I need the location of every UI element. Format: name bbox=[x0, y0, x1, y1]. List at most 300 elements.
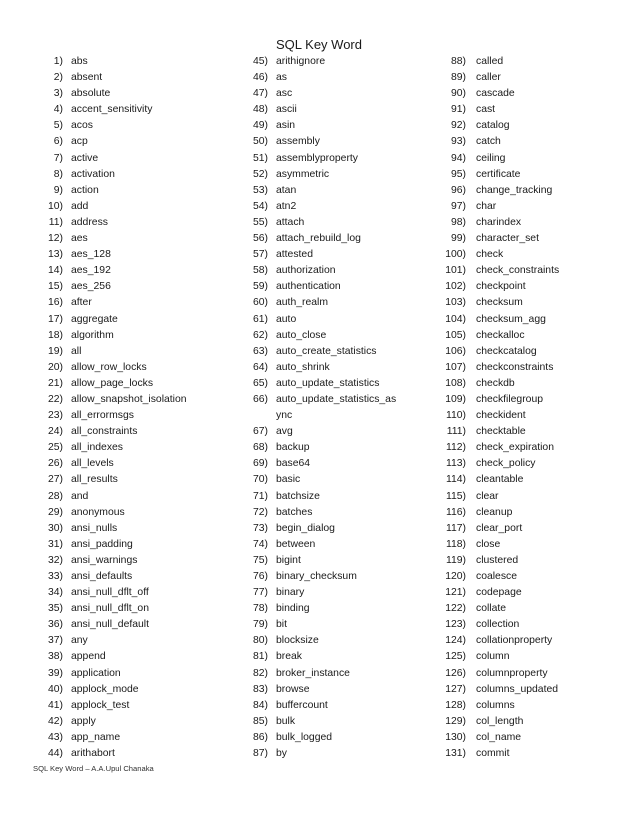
keyword-text: absolute bbox=[71, 88, 111, 100]
keyword-text: apply bbox=[71, 715, 96, 727]
keyword-text: cascade bbox=[476, 88, 515, 100]
list-item-number: 40) bbox=[47, 683, 63, 695]
list-item bbox=[425, 102, 559, 118]
list-item bbox=[231, 199, 396, 215]
keyword-text: acp bbox=[71, 136, 88, 148]
list-item-number: 69) bbox=[252, 458, 268, 470]
list-item-number: 64) bbox=[252, 361, 268, 373]
list-item bbox=[231, 360, 396, 376]
keyword-text: checkdb bbox=[476, 377, 515, 389]
list-item bbox=[231, 151, 396, 167]
list-item-number: 29) bbox=[47, 506, 63, 518]
list-item-number: 87) bbox=[252, 748, 268, 760]
list-item-number: 45) bbox=[252, 56, 268, 67]
list-item-number: 51) bbox=[252, 152, 268, 164]
list-item bbox=[425, 328, 559, 344]
keyword-text: allow_snapshot_isolation bbox=[71, 393, 187, 405]
keyword-text: attested bbox=[276, 249, 313, 261]
list-item bbox=[425, 472, 559, 488]
list-item bbox=[26, 199, 187, 215]
list-item-number: 68) bbox=[252, 442, 268, 454]
keyword-text: certificate bbox=[476, 168, 521, 180]
list-item bbox=[26, 489, 187, 505]
list-item-number: 122) bbox=[445, 603, 466, 615]
list-item-number: 62) bbox=[252, 329, 268, 341]
list-item bbox=[26, 472, 187, 488]
list-item-number: 59) bbox=[252, 281, 268, 293]
list-item-number: 75) bbox=[252, 554, 268, 566]
keyword-text: clustered bbox=[476, 554, 519, 566]
keyword-text: blocksize bbox=[276, 635, 319, 647]
list-item bbox=[425, 569, 559, 585]
list-item-number: 102) bbox=[445, 281, 466, 293]
list-item bbox=[231, 86, 396, 102]
list-item-number: 81) bbox=[252, 651, 268, 663]
list-item bbox=[231, 601, 396, 617]
list-item-number: 93) bbox=[450, 136, 466, 148]
keyword-text: catalog bbox=[476, 120, 510, 132]
list-item-number: 79) bbox=[252, 619, 268, 631]
list-item bbox=[26, 617, 187, 633]
list-item bbox=[231, 54, 396, 70]
keyword-text: bulk_logged bbox=[276, 731, 333, 743]
keyword-text: buffercount bbox=[276, 699, 328, 711]
list-item bbox=[425, 360, 559, 376]
keyword-text: aes_192 bbox=[71, 265, 111, 277]
list-item bbox=[231, 585, 396, 601]
keyword-text: checkident bbox=[476, 410, 526, 422]
keyword-text: add bbox=[71, 200, 89, 212]
list-item-number: 98) bbox=[450, 216, 466, 228]
list-item bbox=[231, 456, 396, 472]
list-item-number: 22) bbox=[47, 393, 63, 405]
list-item bbox=[231, 344, 396, 360]
list-item bbox=[425, 553, 559, 569]
list-item bbox=[425, 118, 559, 134]
list-item bbox=[26, 183, 187, 199]
keyword-text: bigint bbox=[276, 554, 301, 566]
list-item bbox=[231, 698, 396, 714]
list-item-number: 90) bbox=[450, 88, 466, 100]
keyword-text: check_constraints bbox=[476, 265, 560, 277]
list-item bbox=[231, 730, 396, 746]
list-item-number: 129) bbox=[445, 715, 466, 727]
list-item bbox=[26, 279, 187, 295]
keyword-text: allow_page_locks bbox=[71, 377, 154, 389]
list-item-number: 16) bbox=[47, 297, 63, 309]
list-item-number: 82) bbox=[252, 667, 268, 679]
list-item-number: 26) bbox=[47, 458, 63, 470]
list-item-number: 12) bbox=[47, 233, 63, 245]
keyword-text: arithignore bbox=[276, 56, 326, 67]
list-item bbox=[231, 215, 396, 231]
keyword-text: auto_update_statistics_as bbox=[276, 393, 397, 405]
keyword-text: begin_dialog bbox=[276, 522, 335, 534]
keyword-text: check_expiration bbox=[476, 442, 554, 454]
keyword-text: caller bbox=[476, 72, 501, 84]
keyword-text: acos bbox=[71, 120, 93, 132]
keyword-text: ansi_null_default bbox=[71, 619, 149, 631]
list-item-number: 106) bbox=[445, 345, 466, 357]
list-item-number: 52) bbox=[252, 168, 268, 180]
list-item-number: 46) bbox=[252, 72, 268, 84]
keyword-text: called bbox=[476, 56, 504, 67]
list-item bbox=[231, 746, 396, 762]
list-item-number: 58) bbox=[252, 265, 268, 277]
list-item-number: 119) bbox=[445, 554, 466, 566]
list-item bbox=[231, 102, 396, 118]
list-item bbox=[26, 714, 187, 730]
list-item bbox=[26, 440, 187, 456]
list-item bbox=[425, 505, 559, 521]
list-item bbox=[26, 601, 187, 617]
keyword-text: character_set bbox=[476, 233, 539, 245]
keyword-text: cast bbox=[476, 104, 496, 116]
list-item bbox=[26, 328, 187, 344]
list-item-number: 96) bbox=[450, 184, 466, 196]
list-item bbox=[26, 312, 187, 328]
list-item bbox=[26, 231, 187, 247]
list-item-number: 11) bbox=[48, 216, 63, 228]
list-item-number: 41) bbox=[47, 699, 63, 711]
keyword-text: assemblyproperty bbox=[276, 152, 359, 164]
keyword-text: collection bbox=[476, 619, 520, 631]
list-item-number: 97) bbox=[450, 200, 466, 212]
keyword-text: arithabort bbox=[71, 748, 115, 760]
list-item bbox=[425, 537, 559, 553]
keyword-text: all_constraints bbox=[71, 426, 138, 438]
list-item-number: 49) bbox=[252, 120, 268, 132]
keyword-text: aes_256 bbox=[71, 281, 111, 293]
keyword-text: all_indexes bbox=[71, 442, 123, 454]
keyword-text: auto bbox=[276, 313, 297, 325]
list-item-number: 5) bbox=[53, 120, 63, 132]
list-item-number: 121) bbox=[445, 587, 466, 599]
list-item-number: 70) bbox=[252, 474, 268, 486]
list-item bbox=[26, 134, 187, 150]
list-item-number: 73) bbox=[252, 522, 268, 534]
list-item-number: 66) bbox=[252, 393, 268, 405]
keyword-text: asin bbox=[276, 120, 296, 132]
keyword-text: bulk bbox=[276, 715, 296, 727]
list-item bbox=[425, 86, 559, 102]
list-item bbox=[231, 649, 396, 665]
list-item-number: 71) bbox=[252, 490, 268, 502]
list-item bbox=[425, 649, 559, 665]
list-item-number: 31) bbox=[47, 538, 63, 550]
list-item-number: 107) bbox=[445, 361, 466, 373]
list-item-number: 105) bbox=[445, 329, 466, 341]
keyword-text: close bbox=[476, 538, 501, 550]
keyword-text: auto_update_statistics bbox=[276, 377, 380, 389]
list-item-number: 113) bbox=[445, 458, 466, 470]
keyword-text: asc bbox=[276, 88, 293, 100]
list-item-number: 60) bbox=[252, 297, 268, 309]
list-item bbox=[425, 215, 559, 231]
list-item bbox=[231, 714, 396, 730]
keyword-text: authorization bbox=[276, 265, 336, 277]
keyword-text: catch bbox=[476, 136, 501, 148]
list-item bbox=[425, 134, 559, 150]
list-item bbox=[26, 54, 187, 70]
keyword-text: applock_test bbox=[71, 699, 130, 711]
list-item bbox=[26, 682, 187, 698]
keyword-column-2 bbox=[231, 54, 396, 762]
list-item bbox=[26, 360, 187, 376]
list-item-number: 37) bbox=[47, 635, 63, 647]
list-item bbox=[231, 263, 396, 279]
keyword-text: ansi_defaults bbox=[71, 571, 133, 582]
list-item-number: 13) bbox=[47, 249, 63, 261]
list-item-number: 1) bbox=[53, 56, 63, 67]
list-item-number: 103) bbox=[445, 297, 466, 309]
keyword-text: allow_row_locks bbox=[71, 361, 147, 373]
list-item bbox=[425, 456, 559, 472]
list-item-number: 32) bbox=[47, 554, 63, 566]
list-item-number: 61) bbox=[252, 313, 268, 325]
list-item-number: 55) bbox=[252, 216, 268, 228]
keyword-text: app_name bbox=[71, 731, 121, 743]
keyword-text: any bbox=[71, 635, 88, 647]
keyword-text: by bbox=[276, 748, 287, 760]
keyword-text: applock_mode bbox=[71, 683, 139, 695]
keyword-text: columns bbox=[476, 699, 515, 711]
list-item-number: 30) bbox=[47, 522, 63, 534]
keyword-text: activation bbox=[71, 168, 115, 180]
list-item-number: 35) bbox=[47, 603, 63, 615]
list-item-number: 25) bbox=[47, 442, 63, 454]
list-item-number: 91) bbox=[450, 104, 466, 116]
list-item-number: 36) bbox=[47, 619, 63, 631]
keyword-text: aes bbox=[71, 233, 88, 245]
list-item bbox=[231, 376, 396, 392]
keyword-text: between bbox=[276, 538, 316, 550]
list-item bbox=[425, 151, 559, 167]
list-item bbox=[231, 408, 396, 424]
list-item-number: 84) bbox=[252, 699, 268, 711]
list-item-number: 112) bbox=[445, 442, 466, 454]
keyword-text: accent_sensitivity bbox=[71, 104, 153, 116]
list-item bbox=[231, 295, 396, 311]
page-footer: SQL Key Word – A.A.Upul Chanaka bbox=[33, 764, 154, 773]
list-item bbox=[425, 54, 559, 70]
keyword-text: codepage bbox=[476, 587, 522, 599]
keyword-text: charindex bbox=[476, 216, 522, 228]
list-item bbox=[26, 376, 187, 392]
list-item bbox=[425, 521, 559, 537]
list-item bbox=[26, 295, 187, 311]
keyword-text: absent bbox=[71, 72, 103, 84]
list-item bbox=[26, 585, 187, 601]
keyword-text: and bbox=[71, 490, 89, 502]
keyword-text: cleanup bbox=[476, 506, 513, 518]
list-item bbox=[231, 666, 396, 682]
keyword-text: coalesce bbox=[476, 571, 518, 582]
keyword-text: checksum_agg bbox=[476, 313, 546, 325]
keyword-text: checkcatalog bbox=[476, 345, 537, 357]
keyword-text: cleantable bbox=[476, 474, 524, 486]
list-item-number: 53) bbox=[252, 184, 268, 196]
list-item bbox=[425, 231, 559, 247]
list-item-number: 44) bbox=[47, 748, 63, 760]
list-item bbox=[425, 376, 559, 392]
list-item-number: 125) bbox=[445, 651, 466, 663]
list-item bbox=[425, 424, 559, 440]
list-item bbox=[26, 633, 187, 649]
keyword-text: base64 bbox=[276, 458, 311, 470]
list-item bbox=[231, 537, 396, 553]
keyword-text: ceiling bbox=[476, 152, 506, 164]
keyword-text: aes_128 bbox=[71, 249, 111, 261]
list-item-number: 131) bbox=[445, 748, 466, 760]
list-item-number: 50) bbox=[252, 136, 268, 148]
list-item bbox=[425, 617, 559, 633]
list-item bbox=[231, 424, 396, 440]
keyword-text: columns_updated bbox=[476, 683, 559, 695]
list-item bbox=[231, 167, 396, 183]
list-item bbox=[425, 279, 559, 295]
list-item bbox=[26, 746, 187, 762]
keyword-text: checkpoint bbox=[476, 281, 526, 293]
list-item bbox=[26, 730, 187, 746]
list-item-number: 88) bbox=[450, 56, 466, 67]
list-item bbox=[231, 392, 396, 408]
list-item bbox=[231, 521, 396, 537]
keyword-text: aggregate bbox=[71, 313, 118, 325]
keyword-text: ansi_warnings bbox=[71, 554, 138, 566]
list-item-number: 77) bbox=[252, 587, 268, 599]
keyword-text: ansi_null_dflt_on bbox=[71, 603, 149, 615]
list-item bbox=[425, 167, 559, 183]
keyword-text: all bbox=[71, 345, 82, 357]
list-item-number: 17) bbox=[47, 313, 63, 325]
keyword-text: atan bbox=[276, 184, 297, 196]
list-item bbox=[425, 408, 559, 424]
list-item bbox=[425, 746, 559, 762]
list-item-number: 67) bbox=[252, 426, 268, 438]
keyword-text: bit bbox=[276, 619, 287, 631]
list-item-number: 28) bbox=[47, 490, 63, 502]
keyword-text: ansi_null_dflt_off bbox=[71, 587, 149, 599]
keyword-column-1 bbox=[26, 54, 187, 762]
keyword-text: atn2 bbox=[276, 200, 297, 212]
list-item bbox=[231, 247, 396, 263]
list-item-number: 80) bbox=[252, 635, 268, 647]
list-item bbox=[425, 183, 559, 199]
keyword-text: assembly bbox=[276, 136, 320, 148]
list-item bbox=[425, 312, 559, 328]
keyword-text: all_results bbox=[71, 474, 118, 486]
list-item bbox=[26, 86, 187, 102]
list-item bbox=[231, 134, 396, 150]
list-item-number: 24) bbox=[47, 426, 63, 438]
list-item-number: 95) bbox=[450, 168, 466, 180]
list-item bbox=[231, 472, 396, 488]
list-item-number: 9) bbox=[53, 184, 63, 196]
list-item bbox=[231, 617, 396, 633]
list-item-number: 4) bbox=[53, 104, 63, 116]
list-item bbox=[231, 489, 396, 505]
list-item-number: 48) bbox=[252, 104, 268, 116]
list-item-number: 72) bbox=[252, 506, 268, 518]
keyword-text: checkfilegroup bbox=[476, 393, 544, 405]
list-item bbox=[425, 70, 559, 86]
list-item bbox=[26, 569, 187, 585]
list-item-number: 54) bbox=[252, 200, 268, 212]
keyword-text: ascii bbox=[276, 104, 297, 116]
list-item bbox=[231, 231, 396, 247]
list-item-number: 15) bbox=[47, 281, 63, 293]
list-item bbox=[231, 279, 396, 295]
keyword-text: col_name bbox=[476, 731, 522, 743]
list-item bbox=[26, 505, 187, 521]
list-item-number: 99) bbox=[450, 233, 466, 245]
list-item-number: 123) bbox=[445, 619, 466, 631]
list-item bbox=[231, 505, 396, 521]
list-item-number: 38) bbox=[47, 651, 63, 663]
list-item-number: 92) bbox=[450, 120, 466, 132]
list-item bbox=[26, 215, 187, 231]
list-item-number: 109) bbox=[445, 393, 466, 405]
list-item bbox=[26, 118, 187, 134]
keyword-text: backup bbox=[276, 442, 310, 454]
list-item bbox=[231, 312, 396, 328]
keyword-text: all_levels bbox=[71, 458, 114, 470]
keyword-text: anonymous bbox=[71, 506, 125, 518]
keyword-column-3 bbox=[425, 54, 559, 762]
list-item bbox=[26, 649, 187, 665]
list-item-number: 85) bbox=[252, 715, 268, 727]
list-item-number: 115) bbox=[445, 490, 466, 502]
list-item bbox=[425, 263, 559, 279]
keyword-text: checkconstraints bbox=[476, 361, 554, 373]
list-item-number: 27) bbox=[47, 474, 63, 486]
keyword-text: columnproperty bbox=[476, 667, 548, 679]
keyword-text: basic bbox=[276, 474, 301, 486]
keyword-text: check bbox=[476, 249, 504, 261]
list-item-number: 117) bbox=[445, 522, 466, 534]
keyword-text: action bbox=[71, 184, 99, 196]
list-item bbox=[26, 344, 187, 360]
keyword-text: ansi_padding bbox=[71, 538, 133, 550]
list-item bbox=[425, 392, 559, 408]
list-item-number: 57) bbox=[252, 249, 268, 261]
list-item-number: 89) bbox=[450, 72, 466, 84]
list-item-number: 6) bbox=[53, 136, 63, 148]
list-item bbox=[26, 247, 187, 263]
list-item bbox=[26, 151, 187, 167]
list-item-number: 128) bbox=[445, 699, 466, 711]
list-item-number: 100) bbox=[445, 249, 466, 261]
keyword-text: checksum bbox=[476, 297, 523, 309]
keyword-text: binary bbox=[276, 587, 305, 599]
list-item bbox=[425, 698, 559, 714]
list-item bbox=[231, 118, 396, 134]
list-item-number: 110) bbox=[445, 410, 466, 422]
list-item bbox=[425, 247, 559, 263]
list-item bbox=[425, 344, 559, 360]
list-item bbox=[425, 730, 559, 746]
keyword-text: batches bbox=[276, 506, 313, 518]
list-item bbox=[26, 456, 187, 472]
keyword-text: binding bbox=[276, 603, 310, 615]
list-item-number: 34) bbox=[47, 587, 63, 599]
list-item-number: 76) bbox=[252, 571, 268, 582]
keyword-text: asymmetric bbox=[276, 168, 330, 180]
list-item-number: 3) bbox=[53, 88, 63, 100]
keyword-text: all_errormsgs bbox=[71, 410, 134, 422]
list-item bbox=[425, 633, 559, 649]
